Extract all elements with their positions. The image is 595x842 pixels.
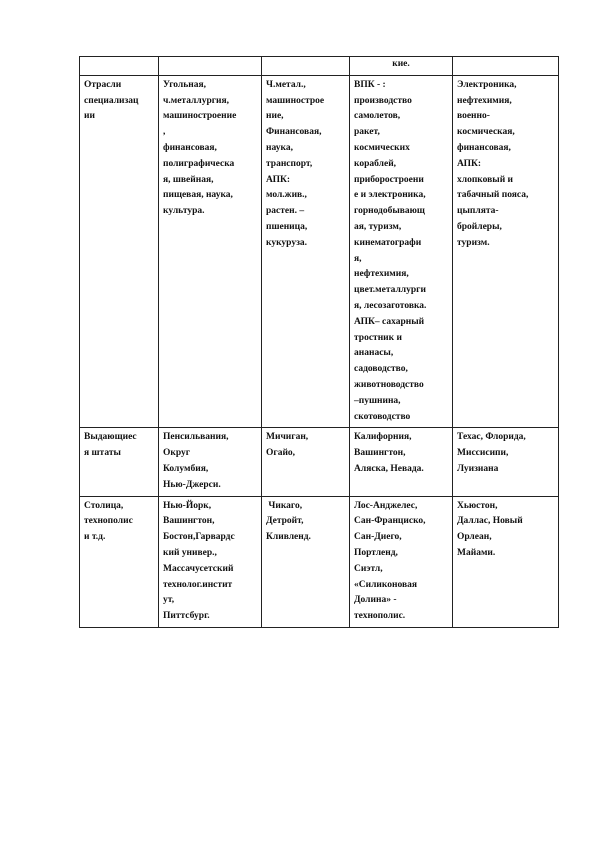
cell-text-line: космическая, — [457, 127, 515, 138]
cell-text-line: Майами. — [457, 547, 496, 558]
cell-text-line: производство — [354, 95, 412, 106]
cell-text-line: Столица, — [84, 500, 124, 511]
cell-text-line: машинострое — [266, 95, 325, 106]
cell-text-line: Детройт, — [266, 516, 304, 527]
table-cell-col-label — [80, 75, 159, 428]
cell-text-line: Финансовая, — [266, 127, 322, 138]
table-cell-col-northeast — [159, 428, 262, 496]
cell-text-line: АПК– сахарный — [354, 316, 425, 327]
cell-text-line: Колумбия, — [163, 463, 209, 474]
cell-text-line: Огайо, — [266, 448, 296, 459]
cell-text-line: туризм. — [457, 237, 490, 248]
table-row-cities — [80, 496, 559, 627]
cell-text-line: мол.жив., — [266, 190, 307, 201]
table-cell-col-south — [453, 75, 559, 428]
cell-text-line: Чикаго, — [266, 500, 303, 511]
cell-text-line: АПК: — [457, 158, 482, 169]
cell-text-line: Вашингтон, — [163, 516, 215, 527]
table-cell-col-south — [453, 496, 559, 627]
table-cell-col-south — [453, 57, 559, 76]
cell-text-line: Хьюстон, — [457, 500, 498, 511]
cell-text-line: е и электроника, — [354, 190, 426, 201]
cell-text-line: бройлеры, — [457, 221, 502, 232]
economy-table — [79, 56, 559, 628]
cell-text-line: наука, — [266, 142, 293, 153]
cell-text-line: Миссисипи, — [457, 448, 509, 459]
cell-text-line: Мичиган, — [266, 432, 309, 443]
cell-text-line: технополис. — [354, 611, 406, 622]
cell-text-line: приборостроени — [354, 174, 424, 185]
cell-text-line: кораблей, — [354, 158, 397, 169]
cell-text-line: пшеница, — [266, 221, 308, 232]
table-cell-col-west — [350, 75, 453, 428]
cell-text-line: Пенсильвания, — [163, 432, 229, 443]
cell-text-line: пищевая, наука, — [163, 190, 233, 201]
cell-text-line: Вашингтон, — [354, 448, 406, 459]
cell-text-line: Кливленд. — [266, 532, 311, 543]
table-cell-col-label — [80, 496, 159, 627]
cell-text-line: технолог.инстит — [163, 579, 233, 590]
cell-text-line: , — [163, 127, 166, 138]
table-cell-col-midwest — [262, 57, 350, 76]
cell-text-line: ч.металлургия, — [163, 95, 230, 106]
cell-text-line: финансовая, — [457, 142, 511, 153]
cell-text-line: Массачусетский — [163, 563, 234, 574]
table-cell-col-west — [350, 496, 453, 627]
cell-text-line: машиностроение — [163, 111, 237, 122]
cell-text-line: Электроника, — [457, 79, 517, 90]
cell-text-line: ая, туризм, — [354, 221, 402, 232]
cell-text-line: Угольная, — [163, 79, 206, 90]
cell-text-line: я, — [354, 253, 362, 264]
cell-text-line: Луизиана — [457, 463, 499, 474]
cell-text-line: Даллас, Новый — [457, 516, 523, 527]
cell-text-line: транспорт, — [266, 158, 313, 169]
cell-text-line: самолетов, — [354, 111, 401, 122]
cell-text-line: я штаты — [84, 448, 121, 459]
cell-text-line: садоводство, — [354, 364, 408, 375]
cell-text-line: растен. – — [266, 206, 305, 217]
cell-text-line: Бостон,Гарвардс — [163, 532, 235, 543]
cell-text-line: табачный пояса, — [457, 190, 529, 201]
cell-text-line: АПК: — [266, 174, 291, 185]
cell-text-line: Нью-Джерси. — [163, 479, 221, 490]
cell-text-line: полиграфическа — [163, 158, 235, 169]
cell-text-line: горнодобывающ — [354, 206, 425, 217]
cell-text-line: Выдающиес — [84, 432, 137, 443]
cell-text-line: кукуруза. — [266, 237, 308, 248]
table-cell-col-northeast — [159, 496, 262, 627]
cell-text-line: хлопковый и — [457, 174, 514, 185]
cell-text-line: цыплята- — [457, 206, 499, 217]
cell-text-line: Лос-Анджелес, — [354, 500, 418, 511]
table-row-continued — [80, 57, 559, 76]
table-cell-col-northeast — [159, 75, 262, 428]
cell-text-line: тростник и — [354, 332, 402, 343]
cell-text-line: ракет, — [354, 127, 380, 138]
cell-text-line: Аляска, Невада. — [354, 463, 424, 474]
cell-text-line: ии — [84, 111, 95, 122]
cell-text-line: нефтехимия, — [354, 269, 409, 280]
table-cell-col-label — [80, 428, 159, 496]
cell-text-line: Питтсбург. — [163, 611, 210, 622]
cell-text-line: культура. — [163, 206, 205, 217]
cell-text-line: –пушнина, — [354, 395, 401, 406]
table-cell-col-midwest — [262, 428, 350, 496]
cell-text-line: «Силиконовая — [354, 579, 417, 590]
cell-text-line: Ч.метал., — [266, 79, 306, 90]
cell-text-line: космических — [354, 142, 410, 153]
cell-text-line: Сиэтл, — [354, 563, 383, 574]
cell-text-line: кинематографи — [354, 237, 422, 248]
cell-text-line: Калифорния, — [354, 432, 412, 443]
cell-text-line: Отрасли — [84, 79, 122, 90]
cell-text-line: технополис — [84, 516, 133, 527]
cell-text-line: скотоводство — [354, 411, 411, 422]
cell-text-line: Портленд, — [354, 547, 398, 558]
table-cell-col-midwest — [262, 496, 350, 627]
cell-text-line: Сан-Франциско, — [354, 516, 426, 527]
table-cell-col-northeast — [159, 57, 262, 76]
cell-text-line: Округ — [163, 448, 191, 459]
cell-text-line: животноводство — [354, 379, 424, 390]
table-cell-col-midwest — [262, 75, 350, 428]
cell-text-line: Сан-Диего, — [354, 532, 402, 543]
cell-text-line: финансовая, — [163, 142, 217, 153]
cell-text-line: ананасы, — [354, 348, 394, 359]
cell-text-line: ние, — [266, 111, 284, 122]
cell-text-line: кий универ., — [163, 547, 217, 558]
cell-text-line: кие. — [392, 59, 410, 69]
cell-text-line: я, швейная, — [163, 174, 214, 185]
table-cell-col-south — [453, 428, 559, 496]
table-cell-col-west — [350, 57, 453, 76]
table-row-states — [80, 428, 559, 496]
cell-text-line: специализац — [84, 95, 139, 106]
cell-text-line: и т.д. — [84, 532, 106, 543]
table-row-industries — [80, 75, 559, 428]
cell-text-line: Нью-Йорк, — [163, 500, 212, 511]
table-cell-col-label — [80, 57, 159, 76]
cell-text-line: цвет.металлурги — [354, 285, 426, 296]
cell-text-line: военно- — [457, 111, 490, 122]
cell-text-line: ВПК - : — [354, 79, 386, 90]
table-body — [80, 57, 559, 628]
table-cell-col-west — [350, 428, 453, 496]
cell-text-line: нефтехимия, — [457, 95, 512, 106]
cell-text-line: я, лесозаготовка. — [354, 300, 427, 311]
cell-text-line: Орлеан, — [457, 532, 492, 543]
cell-text-line: Техас, Флорида, — [457, 432, 526, 443]
cell-text-line: ут, — [163, 595, 175, 606]
cell-text-line: Долина» - — [354, 595, 397, 606]
